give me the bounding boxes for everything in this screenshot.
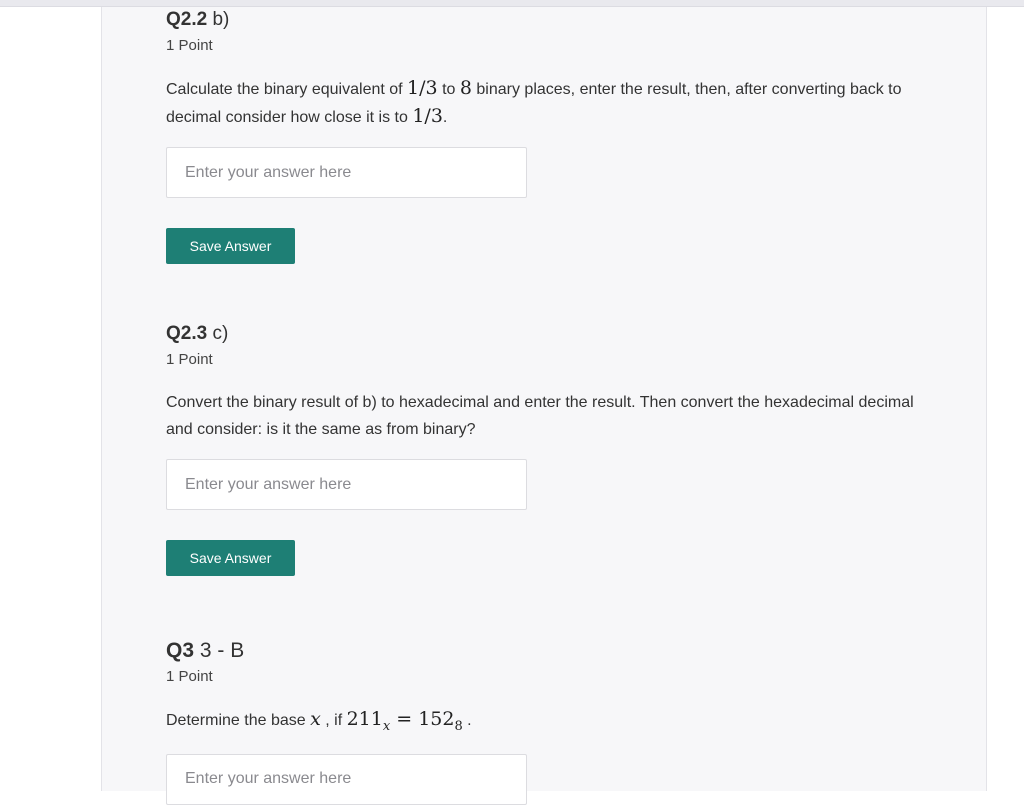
prompt-text: .: [442, 109, 448, 126]
answer-input[interactable]: [166, 754, 527, 805]
question-number: Q2.2: [166, 9, 208, 30]
math-fraction: 1/3: [412, 105, 443, 127]
prompt-text: binary places, enter the result, then, after converting back to decimal consider how close it is to: [166, 81, 902, 126]
question-q2-2: [166, 8, 926, 264]
math-lhs-base: x: [382, 718, 391, 734]
math-variable: [310, 708, 321, 730]
question-q2-3: [166, 322, 926, 576]
math-rhs: 152: [418, 708, 455, 730]
math-equation: [346, 708, 463, 734]
question-number: Q2.3: [166, 323, 208, 344]
question-points: 1 Point: [166, 668, 213, 685]
question-number: Q3: [166, 639, 195, 662]
questions-panel: [101, 7, 987, 791]
math-fraction: 1/3: [407, 77, 438, 99]
question-prompt: [166, 706, 926, 740]
top-divider: [0, 0, 1024, 7]
prompt-text: Calculate the binary equivalent of: [166, 81, 408, 98]
question-label: b): [212, 9, 230, 30]
question-q3: [166, 639, 926, 805]
question-title: [166, 322, 926, 346]
math-number: 8: [459, 77, 472, 99]
question-label: 3 - B: [199, 639, 245, 662]
prompt-text: Determine the base: [166, 712, 311, 729]
question-label: c): [212, 323, 229, 344]
question-title: [166, 8, 926, 32]
math-lhs: 211: [346, 708, 383, 730]
save-answer-button[interactable]: Save Answer: [166, 540, 295, 576]
prompt-text: to: [437, 81, 460, 98]
answer-input[interactable]: [166, 459, 527, 510]
math-rhs-base: 8: [454, 718, 463, 734]
question-prompt: [166, 75, 926, 131]
answer-input[interactable]: [166, 147, 527, 198]
save-answer-button[interactable]: Save Answer: [166, 228, 295, 264]
question-points: 1 Point: [166, 37, 213, 54]
math-variable-x: x: [310, 708, 321, 730]
math-equals: =: [390, 708, 419, 730]
question-title: [166, 639, 926, 663]
prompt-text: , if: [320, 712, 347, 729]
question-points: 1 Point: [166, 351, 213, 368]
question-prompt: Convert the binary result of b) to hexadecimal and enter the result. Then convert the hexadecimal decimal and consider: is it the same as from binary?: [166, 394, 914, 438]
prompt-text: .: [462, 712, 472, 729]
